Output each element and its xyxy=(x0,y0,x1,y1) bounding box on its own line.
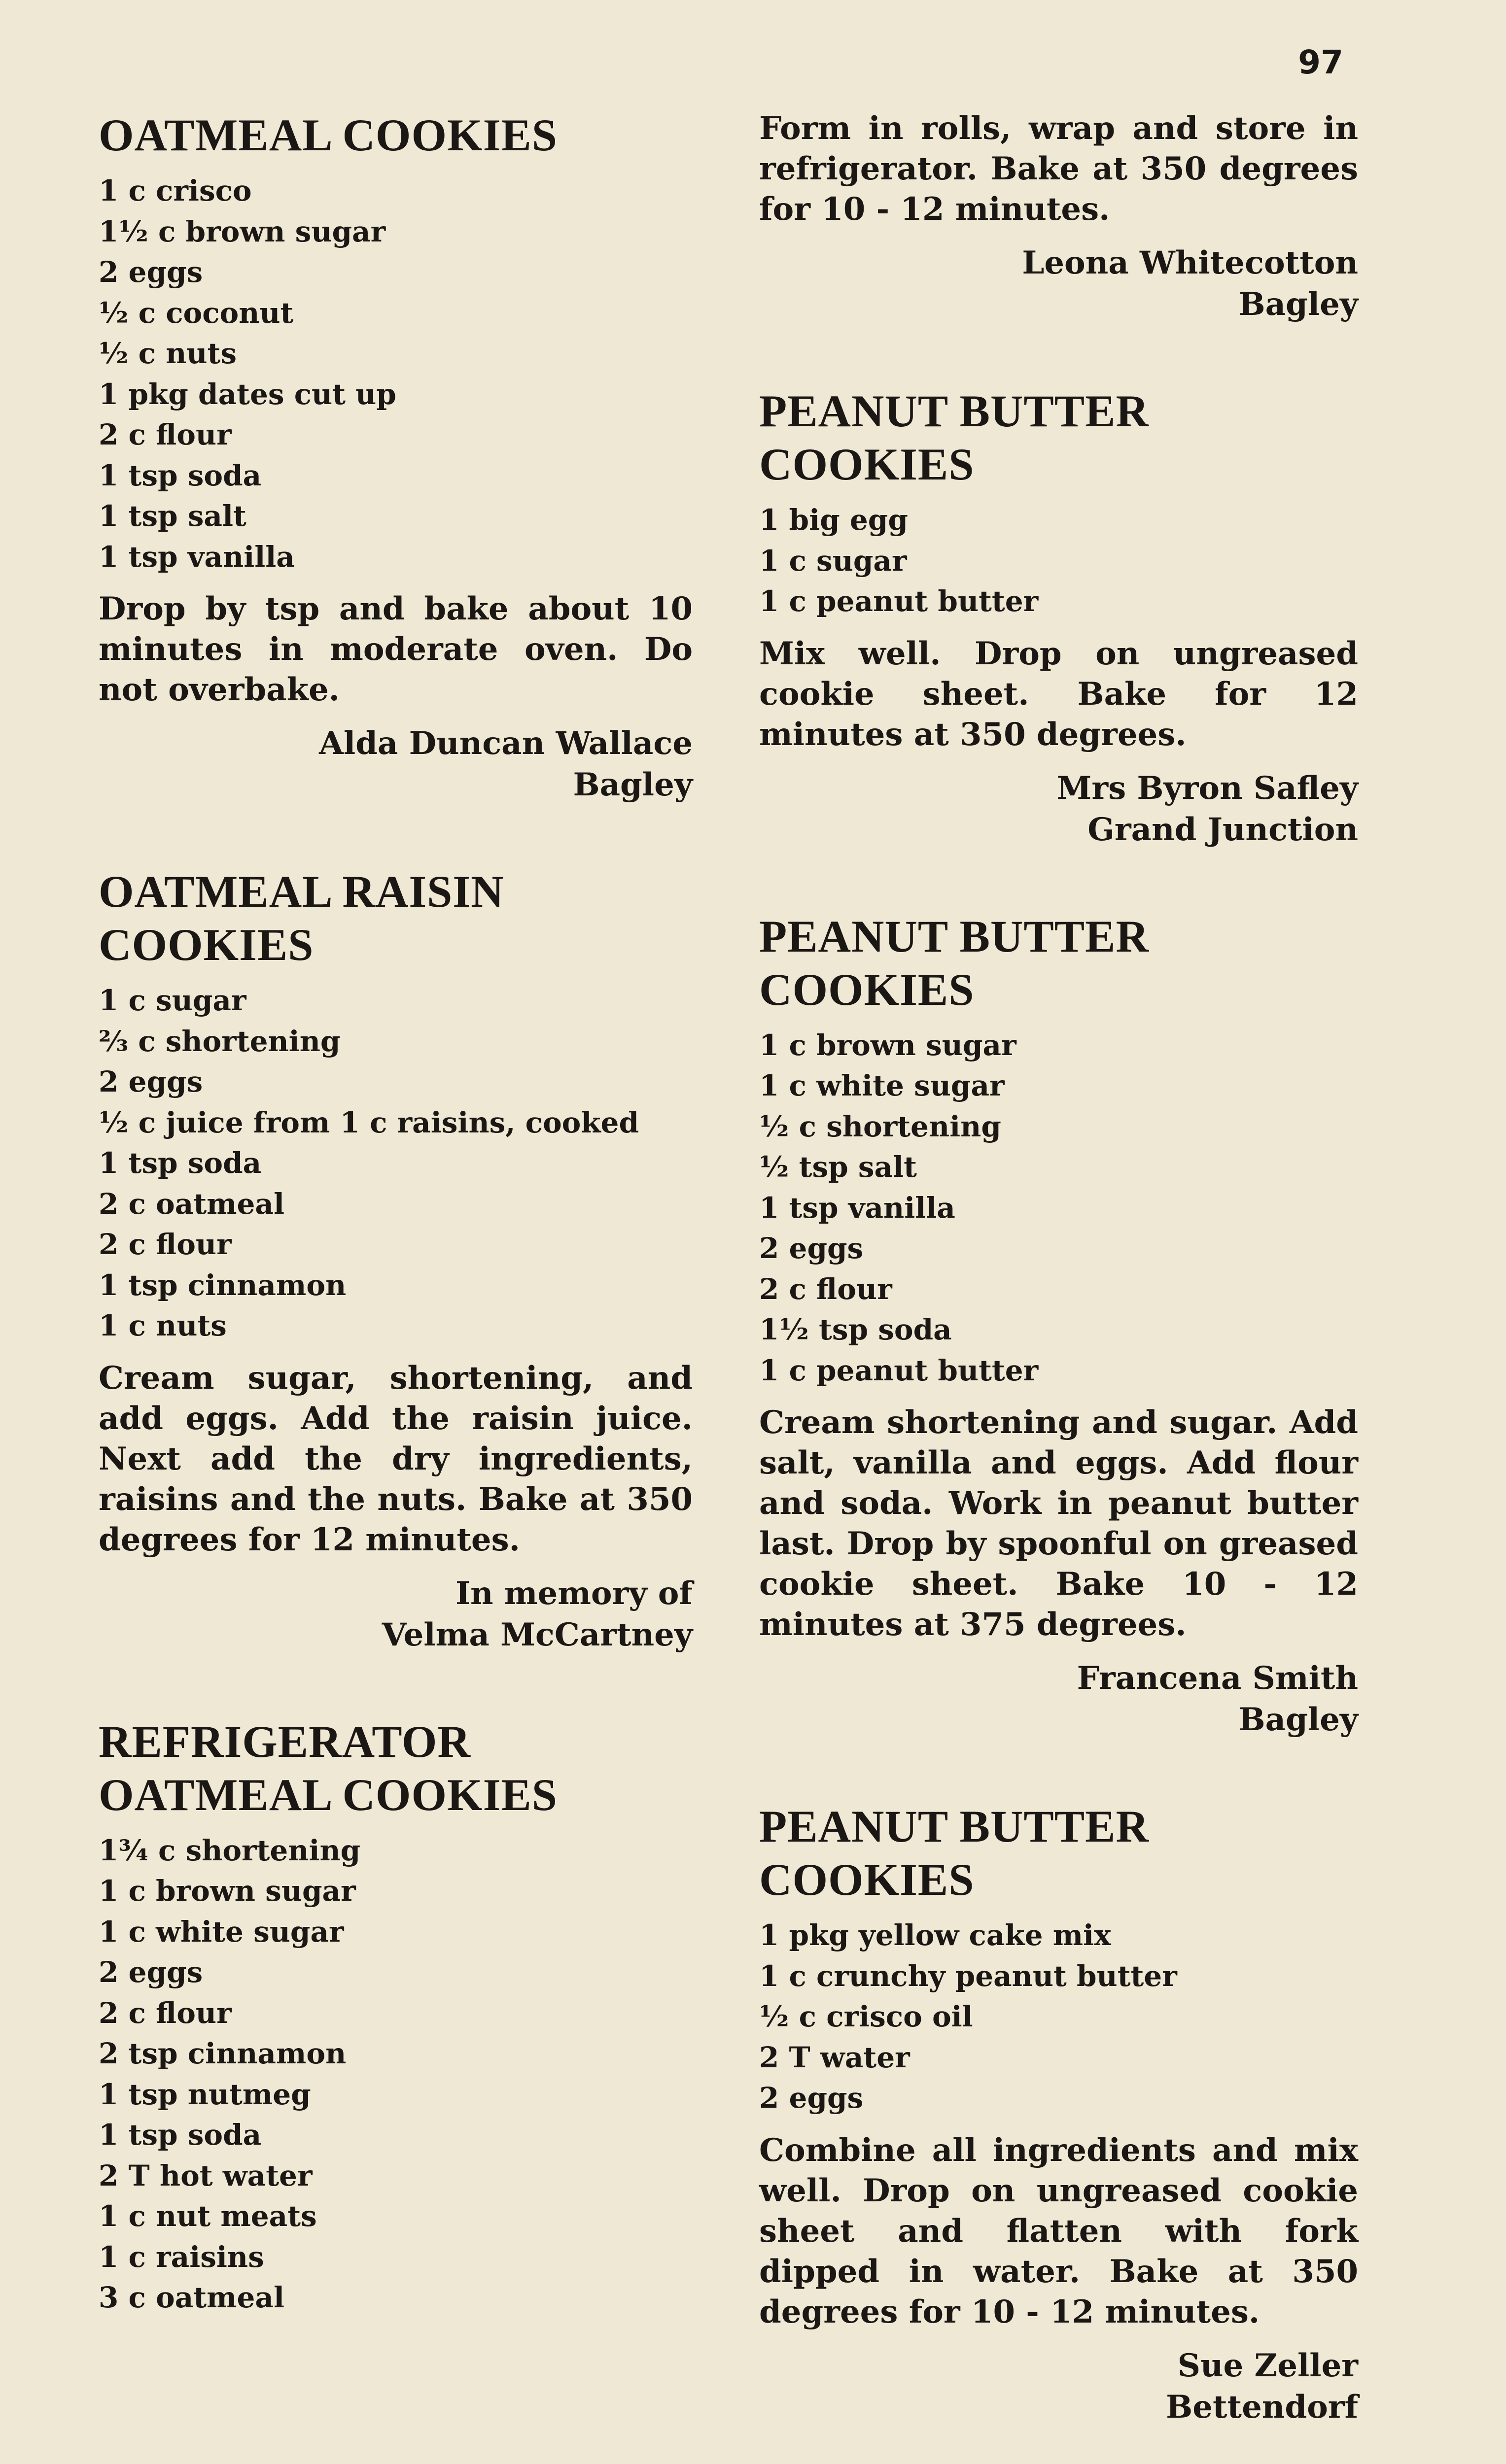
ingredient-item: ½ c juice from 1 c raisins, cooked xyxy=(99,1105,639,1139)
recipe-credit xyxy=(99,1573,693,1656)
recipe xyxy=(759,910,1358,1741)
ingredient-item: 2 T water xyxy=(759,2040,910,2074)
recipe-instructions: Cream shortening and sugar. Add salt, vanilla and eggs. Add flour and soda. Work in peanut butter last. Drop by spoonful on greased cookie sheet. Bake 10 - 12 minutes at 375 degrees. xyxy=(759,1404,1358,1643)
recipe-instructions: Mix well. Drop on ungreased cookie sheet. Bake for 12 minutes at 350 degrees. xyxy=(759,635,1358,753)
contributor-name: In memory of xyxy=(455,1574,693,1612)
recipe-title-line: COOKIES xyxy=(759,1854,975,1905)
ingredient-item: 1 tsp nutmeg xyxy=(99,2077,311,2111)
recipe-credit xyxy=(759,242,1358,325)
recipe-instructions: Combine all ingredients and mix well. Drop on ungreased cookie sheet and flatten with fork dipped in water. Bake at 350 degrees for 10 - 12 minutes. xyxy=(759,2131,1358,2330)
recipe-title xyxy=(99,1715,693,1821)
recipe-title-line: OATMEAL COOKIES xyxy=(99,1769,558,1820)
ingredient-item: ½ c crisco oil xyxy=(759,2000,973,2033)
contributor-town: Grand Junction xyxy=(1087,811,1358,848)
recipe xyxy=(99,1715,693,2318)
recipe xyxy=(759,108,1358,325)
contributor-town: Bagley xyxy=(1238,1701,1358,1738)
recipe-title-line: COOKIES xyxy=(759,439,975,489)
ingredient-item: 1 c crunchy peanut butter xyxy=(759,1959,1177,1993)
page-number: 97 xyxy=(1298,43,1343,81)
ingredient-item: 2 eggs xyxy=(99,1955,203,1989)
ingredient-item: 2 c oatmeal xyxy=(99,1187,284,1221)
ingredient-item: 1 tsp soda xyxy=(99,458,262,492)
ingredient-list xyxy=(759,1915,1358,2119)
ingredient-item: 1 tsp soda xyxy=(99,1146,262,1180)
ingredient-item: 1 c raisins xyxy=(99,2240,264,2274)
ingredient-item: 1 c nut meats xyxy=(99,2199,317,2233)
ingredient-item: 2 eggs xyxy=(99,1065,203,1098)
recipe xyxy=(759,384,1358,851)
ingredient-item: ½ c shortening xyxy=(759,1109,1001,1143)
contributor-name: Leona Whitecotton xyxy=(1022,244,1358,281)
recipe xyxy=(759,1800,1358,2428)
ingredient-item: ½ c nuts xyxy=(99,337,237,370)
ingredient-item: 1 tsp vanilla xyxy=(99,540,295,574)
recipe-title-line: COOKIES xyxy=(99,920,314,970)
recipe-title xyxy=(759,910,1358,1016)
recipe-title-line: PEANUT BUTTER xyxy=(759,386,1149,436)
recipe-title xyxy=(759,1800,1358,1906)
ingredient-item: 1 c white sugar xyxy=(99,1915,344,1949)
recipe-title-line: PEANUT BUTTER xyxy=(759,911,1149,961)
recipe-title-line: COOKIES xyxy=(759,964,975,1015)
recipe-title xyxy=(759,384,1358,491)
ingredient-item: 1 c white sugar xyxy=(759,1069,1005,1102)
ingredient-item: 1 pkg dates cut up xyxy=(99,377,396,411)
ingredient-item: 2 eggs xyxy=(759,1232,864,1265)
ingredient-item: 1 tsp salt xyxy=(99,499,246,533)
ingredient-item: 1½ c brown sugar xyxy=(99,214,386,248)
recipe-title-line: REFRIGERATOR xyxy=(99,1716,471,1767)
contributor-name: Francena Smith xyxy=(1077,1660,1358,1697)
contributor-name: Mrs Byron Safley xyxy=(1056,769,1358,807)
recipe xyxy=(99,108,693,806)
recipe-credit xyxy=(99,723,693,806)
recipe-title-line: PEANUT BUTTER xyxy=(759,1801,1149,1851)
ingredient-item: 2 tsp cinnamon xyxy=(99,2037,347,2070)
ingredient-item: 2 c flour xyxy=(99,418,232,451)
ingredient-item: 2 c flour xyxy=(99,1996,232,2030)
recipe-instructions: Drop by tsp and bake about 10 minutes in moderate oven. Do not overbake. xyxy=(99,590,693,708)
ingredient-list xyxy=(759,1025,1358,1391)
ingredient-item: 1 c brown sugar xyxy=(99,1874,356,1908)
ingredient-item: 1¾ c shortening xyxy=(99,1833,361,1867)
contributor-town: Bagley xyxy=(1238,286,1358,323)
ingredient-item: 2 eggs xyxy=(99,255,203,289)
left-column xyxy=(99,108,693,2377)
ingredient-item: 3 c oatmeal xyxy=(99,2281,284,2314)
ingredient-item: 1 c nuts xyxy=(99,1309,227,1342)
ingredient-item: 1 c crisco xyxy=(99,174,252,207)
recipe-title-line: OATMEAL COOKIES xyxy=(99,110,558,160)
ingredient-item: 1 c sugar xyxy=(759,544,907,578)
ingredient-item: 2 c flour xyxy=(759,1272,892,1306)
ingredient-item: 2 eggs xyxy=(759,2081,864,2115)
ingredient-item: 1 tsp cinnamon xyxy=(99,1268,347,1302)
ingredient-list xyxy=(99,171,693,577)
contributor-town: Bagley xyxy=(573,766,693,803)
ingredient-item: ½ c coconut xyxy=(99,296,294,330)
ingredient-list xyxy=(759,500,1358,622)
recipe-instructions: Form in rolls, wrap and store in refrigerator. Bake at 350 degrees for 10 - 12 minutes. xyxy=(759,110,1358,228)
ingredient-item: 1 c brown sugar xyxy=(759,1028,1016,1062)
ingredient-item: 1 c peanut butter xyxy=(759,584,1039,618)
ingredient-item: ⅔ c shortening xyxy=(99,1024,341,1058)
recipe-credit xyxy=(759,1658,1358,1741)
ingredient-item: 1 c peanut butter xyxy=(759,1353,1039,1387)
ingredient-list xyxy=(99,1830,693,2318)
ingredient-item: ½ tsp salt xyxy=(759,1150,917,1184)
ingredient-item: 2 c flour xyxy=(99,1228,232,1261)
recipe-title-line: OATMEAL RAISIN xyxy=(99,866,504,917)
contributor-name: Alda Duncan Wallace xyxy=(319,725,693,762)
recipe-credit xyxy=(759,768,1358,851)
recipe xyxy=(99,865,693,1656)
ingredient-item: 1 tsp vanilla xyxy=(759,1191,955,1225)
ingredient-item: 1 pkg yellow cake mix xyxy=(759,1918,1111,1952)
ingredient-item: 1 big egg xyxy=(759,503,908,537)
right-column xyxy=(759,108,1358,2464)
ingredient-item: 1 c sugar xyxy=(99,984,246,1017)
ingredient-item: 2 T hot water xyxy=(99,2158,313,2192)
contributor-name: Sue Zeller xyxy=(1177,2347,1358,2384)
ingredient-list xyxy=(99,980,693,1346)
contributor-town: Velma McCartney xyxy=(382,1616,693,1653)
ingredient-item: 1½ tsp soda xyxy=(759,1313,952,1346)
contributor-town: Bettendorf xyxy=(1166,2388,1358,2426)
recipe-credit xyxy=(759,2345,1358,2428)
recipe-title xyxy=(99,108,693,162)
ingredient-item: 1 tsp soda xyxy=(99,2118,262,2152)
recipe-instructions: Cream sugar, shortening, and add eggs. Add the raisin juice. Next add the dry ingredients, raisins and the nuts. Bake at 350 degrees for 12 minutes. xyxy=(99,1359,693,1558)
recipe-title xyxy=(99,865,693,971)
